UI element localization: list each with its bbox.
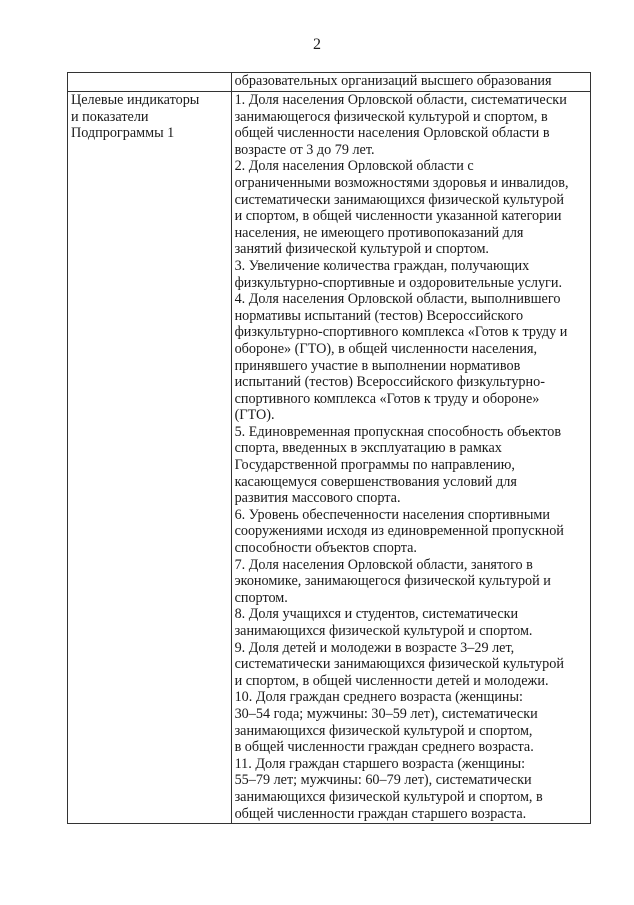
indicator-text-line: 6. Уровень обеспеченности населения спортивными [234, 506, 550, 523]
indicator-text-line: систематически занимающихся физической культурой [234, 656, 564, 673]
table-cell-empty [68, 73, 232, 92]
indicators-label-line: и показатели [71, 108, 149, 125]
indicator-text-line: нормативы испытаний (тестов) Всероссийского [234, 307, 524, 324]
indicator-text-line: физкультурно-спортивного комплекса «Готов к труду и [234, 324, 568, 341]
indicator-text-line: ограниченными возможностями здоровья и инвалидов, [234, 174, 569, 191]
indicator-text-line: 9. Доля детей и молодежи в возрасте 3–29 лет, [234, 639, 515, 656]
indicator-text-line: систематически занимающихся физической культурой [234, 191, 564, 208]
indicator-text-line: общей численности населения Орловской области в [234, 125, 550, 142]
indicator-text-line: принявшего участие в выполнении нормативов [234, 357, 521, 374]
indicator-text-line: занятий физической культурой и спортом. [234, 241, 489, 258]
indicator-text-line: 7. Доля населения Орловской области, занятого в [234, 556, 533, 573]
indicator-text-line: Государственной программы по направлению, [234, 457, 515, 474]
indicator-text-line: занимающихся физической культурой и спортом, [234, 722, 533, 739]
indicators-list-cell [231, 92, 590, 824]
indicator-text-line: 10. Доля граждан среднего возраста (женщины: [234, 689, 523, 706]
indicator-text-line: сооружениями исходя из единовременной пропускной [234, 523, 564, 540]
indicator-text-line: возрасте от 3 до 79 лет. [234, 141, 375, 158]
indicator-text-line: способности объектов спорта. [234, 540, 417, 557]
indicator-text-line: развития массового спорта. [234, 490, 401, 507]
indicator-text-line: общей численности граждан старшего возраста. [234, 805, 527, 822]
indicator-text-line: обороне» (ГТО), в общей численности населения, [234, 340, 538, 357]
indicator-text-line: 5. Единовременная пропускная способность объектов [234, 423, 562, 440]
table-row-continuation [68, 73, 591, 92]
indicator-text-line: населения, не имеющего противопоказаний для [234, 224, 524, 241]
indicator-text-line: спортом. [234, 589, 288, 606]
indicator-text-line: 8. Доля учащихся и студентов, систематически [234, 606, 519, 623]
indicator-text-line: и спортом, в общей численности детей и молодежи. [234, 672, 549, 689]
indicator-text-line: 55–79 лет; мужчины: 60–79 лет), систематически [234, 772, 532, 789]
indicator-text-line: занимающихся физической культурой и спортом, в [234, 788, 543, 805]
indicator-text-line: занимающихся физической культурой и спортом. [234, 623, 533, 639]
indicators-label-line: Подпрограммы 1 [71, 125, 175, 142]
indicator-text-line: испытаний (тестов) Всероссийского физкультурно- [234, 374, 545, 391]
indicator-text-line: 4. Доля населения Орловской области, выполнившего [234, 291, 561, 308]
indicator-text-line: физкультурно-спортивные и оздоровительные услуги. [234, 274, 562, 291]
indicator-text-line: в общей численности граждан среднего возраста. [234, 739, 534, 756]
indicator-text-line: (ГТО). [234, 407, 275, 424]
indicator-text-line: экономике, занимающегося физической культурой и [234, 573, 551, 590]
table-row-indicators [68, 92, 591, 824]
indicator-text-line: занимающегося физической культурой и спортом, в [234, 108, 548, 125]
indicator-text-line: 11. Доля граждан старшего возраста (женщины: [234, 755, 526, 772]
indicator-text-line: 2. Доля населения Орловской области с [234, 158, 474, 175]
indicators-label-cell [68, 92, 232, 824]
indicators-table [67, 72, 591, 824]
page-number: 2 [313, 36, 321, 53]
indicator-text-line: 1. Доля населения Орловской области, систематически [234, 92, 567, 108]
indicator-text-line: 30–54 года; мужчины: 30–59 лет), систематически [234, 705, 538, 722]
indicator-text-line: 3. Увеличение количества граждан, получающих [234, 257, 530, 274]
indicator-text-line: спорта, введенных в эксплуатацию в рамках [234, 440, 502, 457]
indicator-text-line: касающемуся совершенствования условий для [234, 473, 517, 490]
indicator-text-line: спортивного комплекса «Готов к труду и обороне» [234, 390, 540, 407]
indicators-label-line: Целевые индикаторы [71, 92, 200, 108]
indicator-text-line: и спортом, в общей численности указанной категории [234, 208, 562, 225]
table-cell-continuation: образовательных организаций высшего образования [231, 73, 590, 92]
